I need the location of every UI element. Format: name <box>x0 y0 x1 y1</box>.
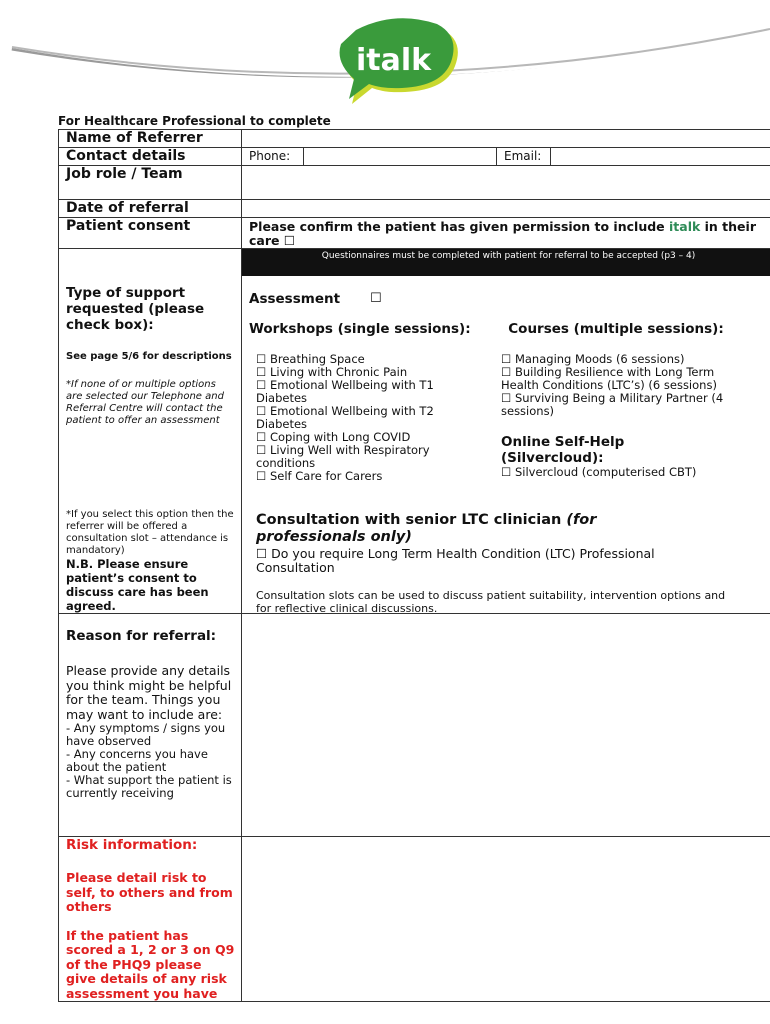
phone-field[interactable] <box>304 148 497 165</box>
workshop-item[interactable]: ☐ Breathing Space <box>256 352 365 366</box>
referrer-field[interactable] <box>242 130 770 148</box>
questionnaire-banner: Questionnaires must be completed with patient for referral to be accepted (p3 – 4) <box>242 249 770 276</box>
selfhelp-item[interactable]: ☐ Silvercloud (computerised CBT) <box>501 465 697 479</box>
consult-note-left: *If you select this option then the referrer will be offered a consultation slot – attendance is mandatory) <box>66 509 234 556</box>
workshops-heading: Workshops (single sessions): <box>249 321 471 337</box>
workshop-item[interactable]: ☐ Living with Chronic Pain <box>256 365 408 379</box>
consult-heading-italic: (for professionals only) <box>256 512 597 545</box>
nb-note: N.B. Please ensure patient’s consent to discuss care has been agreed. <box>66 557 209 613</box>
reason-item: - What support the patient is currently receiving <box>66 773 232 800</box>
workshop-item[interactable]: ☐ Emotional Wellbeing with T1 Diabetes <box>256 378 434 405</box>
assessment-checkbox[interactable]: ☐ <box>370 291 382 306</box>
risk-phq: If the patient has scored a 1, 2 or 3 on Q9 of the PHQ9 please give details of any risk assessment you have <box>66 927 235 1001</box>
workshop-item[interactable]: ☐ Coping with Long COVID <box>256 430 411 444</box>
jobrole-field[interactable] <box>242 166 770 200</box>
workshops-list <box>256 353 456 483</box>
consent-brand: italk <box>669 219 701 234</box>
course-item[interactable]: ☐ Managing Moods (6 sessions) <box>501 352 685 366</box>
risk-label-cell <box>59 837 242 1002</box>
consult-heading: Consultation with senior LTC clinician <box>256 512 562 528</box>
reason-field[interactable] <box>242 614 770 837</box>
email-field[interactable] <box>551 148 770 165</box>
reason-label-cell <box>59 614 242 837</box>
consult-heading-block <box>256 512 676 546</box>
email-label: Email: <box>497 148 551 165</box>
consent-text-post: in their care <box>249 219 756 248</box>
support-label: Type of support requested (please check box): <box>66 285 205 333</box>
consent-checkbox[interactable]: ☐ <box>283 233 296 248</box>
workshop-item[interactable]: ☐ Emotional Wellbeing with T2 Diabetes <box>256 404 434 431</box>
referral-form-table <box>58 129 770 1002</box>
course-item[interactable]: ☐ Surviving Being a Military Partner (4 sessions) <box>501 391 724 418</box>
contact-label: Contact details <box>59 148 242 166</box>
contact-details-cell <box>242 148 770 166</box>
reason-item: - Any symptoms / signs you have observed <box>66 721 226 748</box>
risk-field[interactable] <box>242 837 770 1002</box>
consent-label: Patient consent <box>59 218 242 249</box>
support-options-cell <box>242 249 770 614</box>
assessment-label: Assessment <box>249 291 341 307</box>
section-title: For Healthcare Professional to complete <box>58 114 331 128</box>
see-page-note: See page 5/6 for descriptions <box>66 351 232 362</box>
header-graphic <box>0 0 770 112</box>
consult-option[interactable]: ☐ Do you require Long Term Health Condition (LTC) Professional Consultation <box>256 546 655 575</box>
phone-label: Phone: <box>242 148 304 165</box>
selfhelp-heading: Online Self-Help (Silvercloud): <box>501 434 625 466</box>
italk-logo <box>340 18 458 104</box>
logo-text: italk <box>356 43 432 78</box>
none-selected-note: *If none of or multiple options are selected our Telephone and Referral Centre will contact the patient to offer an assessment <box>66 379 224 426</box>
risk-label: Risk information: <box>66 837 198 853</box>
reason-intro: Please provide any details you think might be helpful for the team. Things you may want to include are: <box>66 663 232 722</box>
consent-cell <box>242 218 770 249</box>
reason-label: Reason for referral: <box>66 628 217 644</box>
date-label: Date of referral <box>59 200 242 218</box>
referrer-label: Name of Referrer <box>59 130 242 148</box>
jobrole-label: Job role / Team <box>59 166 242 200</box>
workshop-item[interactable]: ☐ Living Well with Respiratory conditions <box>256 443 430 470</box>
workshop-item[interactable]: ☐ Self Care for Carers <box>256 469 383 483</box>
courses-heading: Courses (multiple sessions): <box>508 321 724 337</box>
consent-text: Please confirm the patient has given permission to include <box>249 219 669 234</box>
course-item[interactable]: ☐ Building Resilience with Long Term Health Conditions (LTC’s) (6 sessions) <box>501 365 717 392</box>
courses-list <box>501 353 731 418</box>
date-field[interactable] <box>242 200 770 218</box>
consult-note: Consultation slots can be used to discuss patient suitability, intervention options and for reflective clinical discussions. <box>256 589 726 615</box>
reason-item: - Any concerns you have about the patient <box>66 747 208 774</box>
support-label-cell <box>59 249 242 614</box>
risk-detail: Please detail risk to self, to others and from others <box>66 870 233 914</box>
reason-items <box>66 722 235 800</box>
